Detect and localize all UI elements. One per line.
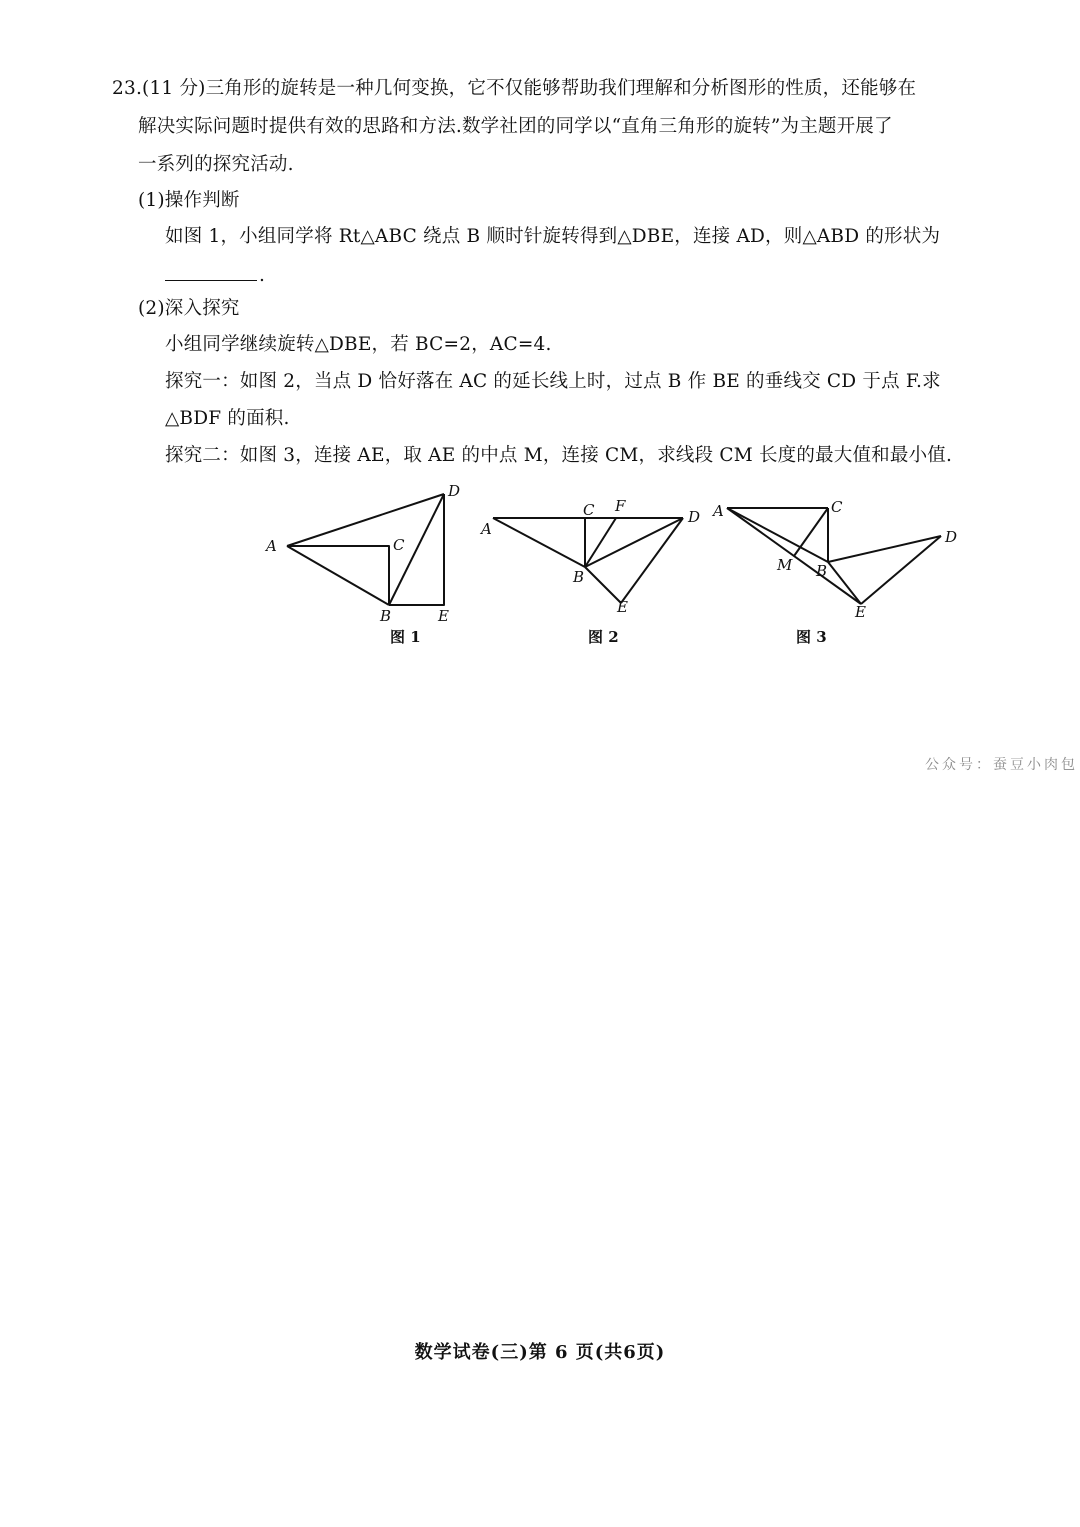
question-line-2: 解决实际问题时提供有效的思路和方法.数学社团的同学以“直角三角形的旋转”为主题开展了 — [138, 116, 893, 137]
fig1-side-ab — [287, 546, 389, 605]
fig3-label-a: A — [713, 502, 724, 520]
fig3-label-e: E — [855, 603, 866, 620]
fig3-label-d: D — [945, 528, 958, 546]
figure-1 — [260, 478, 470, 628]
fig2-label-e: E — [617, 598, 628, 616]
answer-blank[interactable] — [165, 262, 257, 281]
fig2-label-f: F — [615, 497, 626, 515]
fig3-label-c: C — [831, 498, 843, 516]
answer-line — [165, 262, 265, 289]
fig3-side-bd — [828, 536, 941, 562]
fig1-label-b: B — [380, 607, 392, 625]
fig2-side-ab — [493, 518, 585, 567]
question-line-3: 一系列的探究活动. — [138, 154, 294, 175]
fig1-label-c: C — [393, 536, 405, 554]
fig2-caption: 图 2 — [588, 628, 619, 646]
page-footer: 数学试卷(三)第 6 页(共6页) — [414, 1342, 666, 1363]
fig1-caption: 图 1 — [390, 628, 421, 646]
fig3-side-ab — [727, 508, 828, 562]
part1-heading: (1)操作判断 — [138, 190, 240, 211]
fig2-label-b: B — [573, 568, 585, 586]
explore1-line-1: 探究一：如图 2，当点 D 恰好落在 AC 的延长线上时，过点 B 作 BE 的垂线交 CD 于点 F.求 — [165, 371, 941, 392]
fig2-label-a: A — [481, 520, 492, 538]
figure-3 — [705, 490, 970, 620]
fig2-label-c: C — [583, 501, 595, 519]
explore1-line-2: △BDF 的面积. — [165, 408, 290, 429]
fig1-label-e: E — [438, 607, 449, 625]
fig1-segment-ad — [287, 494, 444, 546]
figure-2 — [475, 490, 715, 620]
part2-given: 小组同学继续旋转△DBE，若 BC=2，AC=4. — [165, 334, 552, 355]
question-line-1: 23.(11 分)三角形的旋转是一种几何变换，它不仅能够帮助我们理解和分析图形的性质，还能够在 — [112, 78, 917, 99]
explore2-text: 探究二：如图 3，连接 AE，取 AE 的中点 M，连接 CM，求线段 CM 长度的最大值和最小值. — [165, 445, 953, 466]
fig3-caption: 图 3 — [796, 628, 827, 646]
part2-heading: (2)深入探究 — [138, 298, 240, 319]
fig1-label-d: D — [448, 482, 461, 500]
fig3-segment-cm — [794, 508, 828, 556]
fig3-label-m: M — [777, 556, 793, 574]
fig2-side-de — [621, 518, 683, 603]
part1-text: 如图 1，小组同学将 Rt△ABC 绕点 B 顺时针旋转得到△DBE，连接 AD，则△ABD 的形状为 — [165, 226, 941, 247]
fig2-label-d: D — [688, 508, 701, 526]
fig3-label-b: B — [816, 562, 828, 580]
answer-blank-period: . — [259, 265, 266, 286]
watermark: 公众号：蚕豆小肉包 — [925, 757, 1078, 773]
fig1-label-a: A — [266, 537, 277, 555]
fig2-side-be — [585, 567, 621, 603]
